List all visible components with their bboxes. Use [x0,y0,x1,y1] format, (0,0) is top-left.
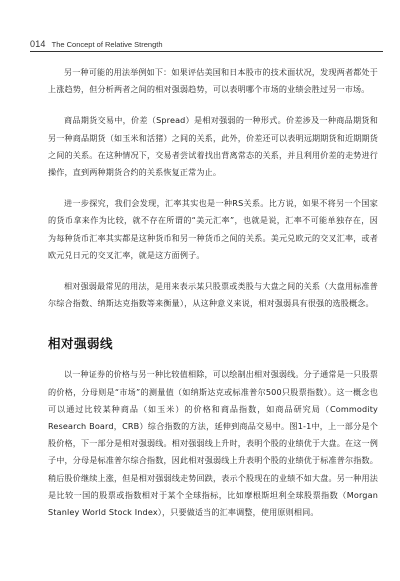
paragraph-2: 商品期货交易中，价差（Spread）是相对强弱的一种形式。价差涉及一种商品期货和另一种商品期货（如玉米和活猪）之间的关系，此外，价差还可以表明远期期货和近期期货之间的关系。在这种情况下，交易者尝试着找出背离常态的关系，并且利用价差的走势进行操作，直到两种期货合约的关系恢复正常为止。 [48,115,378,178]
header-rule [30,51,383,52]
section-heading: 相对强弱线 [48,336,114,352]
page-header [30,37,390,51]
paragraph-1: 另一种可能的用法举例如下：如果评估美国和日本股市的技术面状况，发现两者都处于上涨趋势，但分析两者之间的相对强弱趋势，可以表明哪个市场的业绩会胜过另一市场。 [48,67,378,95]
paragraph-3: 进一步探究，我们会发现，汇率其实也是一种RS关系。比方说，如果不将另一个国家的货币拿来作为比较，就不存在所谓的“美元汇率”，也就是说，汇率不可能单独存在，因为每种货币汇率其实都是这种货币和另一种货币之间的关系。美元兑欧元的交叉汇率，或者欧元兑日元的交叉汇率，就是这方面例子。 [48,198,378,260]
paragraph-4: 相对强弱最常见的用法，是用来表示某只股票或类股与大盘之间的关系（大盘用标准普尔综合指数、纳斯达克指数等来衡量），从这种意义来说，相对强弱具有很强的选股概念。 [48,281,378,309]
page-number: 014 [30,39,46,49]
running-title: The Concept of Relative Strength [51,39,163,49]
page-body [48,64,378,535]
section-paragraph-1: 以一种证券的价格与另一种比较值相除，可以绘制出相对强弱线。分子通常是一只股票的价格，分母则是“市场”的测量值（如纳斯达克或标准普尔500只股票指数）。这一概念也可以通过比较某种商品（如玉米）的价格和商品指数，如商品研究局（Commodity Research Board，CRB）综合指数的方法，延伸到商品交易中。图1-1中，上一部分是个股价格，下一部分是相对强弱线。相对强弱线上升时，表明个股的业绩优于大盘。在这一例子中，分母是标准普尔综合指数，因此相对强弱线上升表明个股的业绩优于标准普尔指数。稍后股价继续上涨，但是相对强弱线走势回跌，表示个股现在的业绩不如大盘。另一种用法是比较一国的股票或指数相对于某个全球指标，比如摩根斯坦利全球股票指数（Morgan Stanley World Stock Index），只要做适当的汇率调整，使用原则相同。 [48,369,378,518]
